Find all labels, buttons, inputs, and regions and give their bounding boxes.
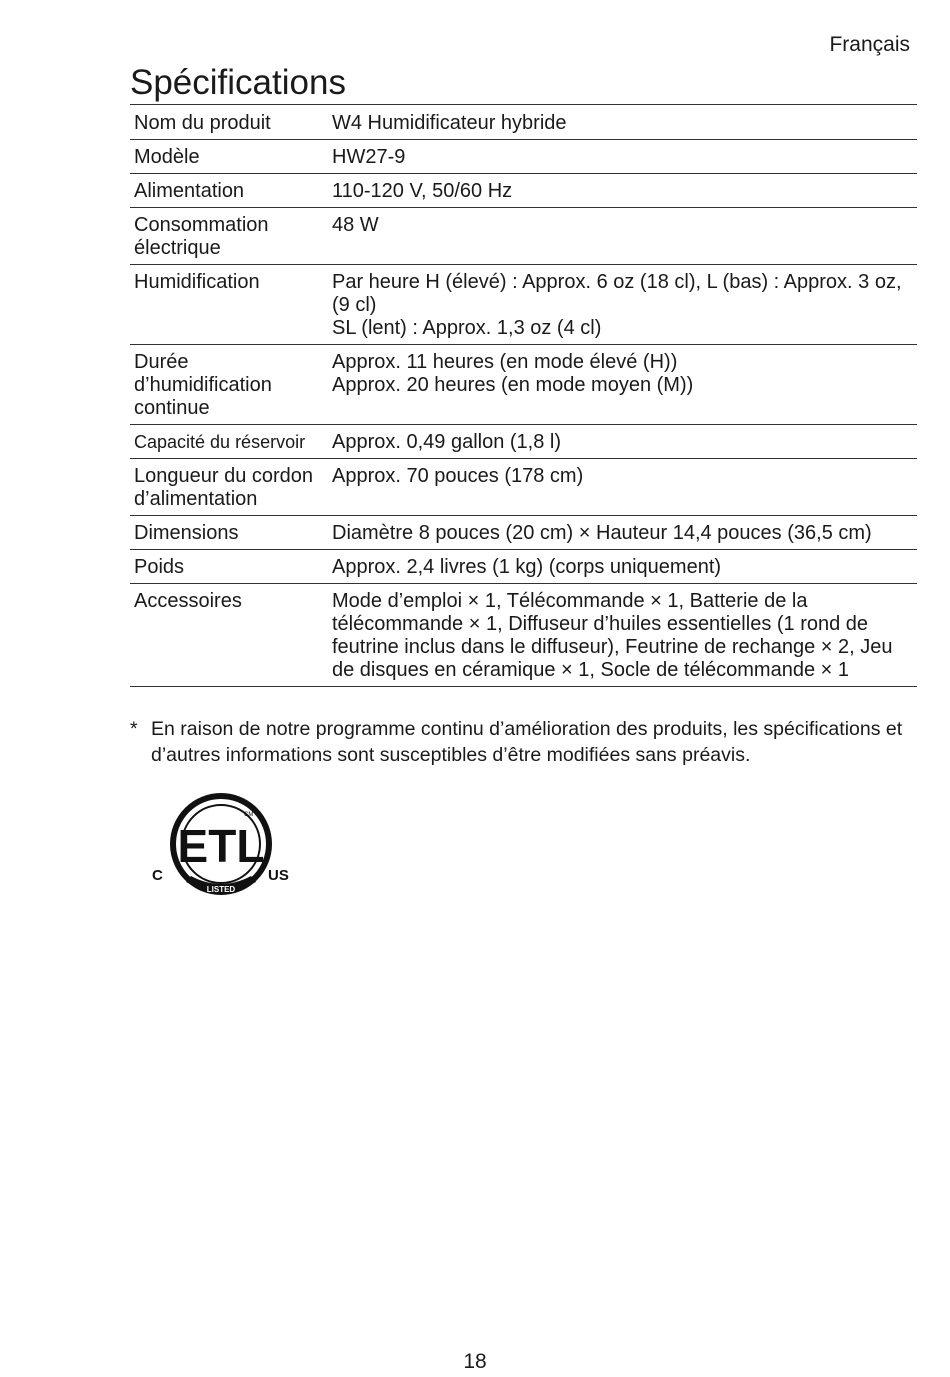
svg-text:ETL: ETL xyxy=(177,820,265,872)
table-row xyxy=(130,459,917,516)
table-row xyxy=(130,425,917,459)
spec-value xyxy=(324,345,917,425)
spec-label-line: Longueur du cordon xyxy=(134,465,314,487)
spec-value-line: Approx. 11 heures (en mode élevé (H)) xyxy=(332,351,678,373)
footnote-marker: * xyxy=(130,718,138,740)
language-label: Français xyxy=(829,33,910,56)
table-row xyxy=(130,174,917,208)
svg-text:C: C xyxy=(152,867,163,884)
spec-value: W4 Humidificateur hybride xyxy=(324,106,917,140)
etl-listed-logo-icon xyxy=(146,790,296,902)
spec-value-line: Approx. 20 heures (en mode moyen (M)) xyxy=(332,374,694,396)
spec-label: Dimensions xyxy=(130,516,324,550)
spec-label: Modèle xyxy=(130,140,324,174)
specifications-table xyxy=(130,106,917,687)
table-row xyxy=(130,106,917,140)
spec-label-line: Consommation xyxy=(134,214,269,236)
spec-value: Mode d’emploi × 1, Télécommande × 1, Batterie de la télécommande × 1, Diffuseur d’huiles essentielles (1 rond de feutrine inclus dans le diffuseur), Feutrine de rechange × 2, Jeu de disques en céramique × 1, Socle de télécommande × 1 xyxy=(324,584,917,687)
table-row xyxy=(130,265,917,345)
spec-value: Approx. 2,4 livres (1 kg) (corps uniquement) xyxy=(324,550,917,584)
spec-label: Capacité du réservoir xyxy=(130,425,324,459)
spec-value: 110-120 V, 50/60 Hz xyxy=(324,174,917,208)
svg-text:CM: CM xyxy=(244,812,254,818)
spec-label: Alimentation xyxy=(130,174,324,208)
svg-text:LISTED: LISTED xyxy=(206,885,236,894)
spec-label-line: d’alimentation xyxy=(134,488,258,510)
table-row xyxy=(130,208,917,265)
table-row xyxy=(130,516,917,550)
spec-value: HW27-9 xyxy=(324,140,917,174)
spec-label-line: d’humidification xyxy=(134,374,272,396)
table-row xyxy=(130,550,917,584)
footnote xyxy=(130,716,920,768)
spec-label-line: électrique xyxy=(134,237,221,259)
spec-value xyxy=(324,265,917,345)
spec-value: 48 W xyxy=(324,208,917,265)
svg-text:US: US xyxy=(268,867,289,884)
spec-value: Approx. 0,49 gallon (1,8 l) xyxy=(324,425,917,459)
spec-label: Poids xyxy=(130,550,324,584)
table-row xyxy=(130,584,917,687)
spec-label: Humidification xyxy=(130,265,324,345)
spec-label-line: continue xyxy=(134,397,210,419)
spec-label xyxy=(130,345,324,425)
spec-label: Nom du produit xyxy=(130,106,324,140)
spec-value-line: SL (lent) : Approx. 1,3 oz (4 cl) xyxy=(332,317,602,339)
page-title: Spécifications xyxy=(130,62,917,105)
spec-value: Diamètre 8 pouces (20 cm) × Hauteur 14,4 pouces (36,5 cm) xyxy=(324,516,917,550)
spec-label xyxy=(130,208,324,265)
footnote-text: En raison de notre programme continu d’amélioration des produits, les spécifications et d’autres informations sont susceptibles d’être modifiées sans préavis. xyxy=(151,718,903,766)
table-row xyxy=(130,345,917,425)
spec-value: Approx. 70 pouces (178 cm) xyxy=(324,459,917,516)
spec-value-line: Par heure H (élevé) : Approx. 6 oz (18 cl), L (bas) : Approx. 3 oz, (9 cl) xyxy=(332,271,902,316)
page-number: 18 xyxy=(463,1350,487,1373)
spec-label-line: Durée xyxy=(134,351,189,373)
spec-label xyxy=(130,459,324,516)
table-row xyxy=(130,140,917,174)
spec-label: Accessoires xyxy=(130,584,324,687)
